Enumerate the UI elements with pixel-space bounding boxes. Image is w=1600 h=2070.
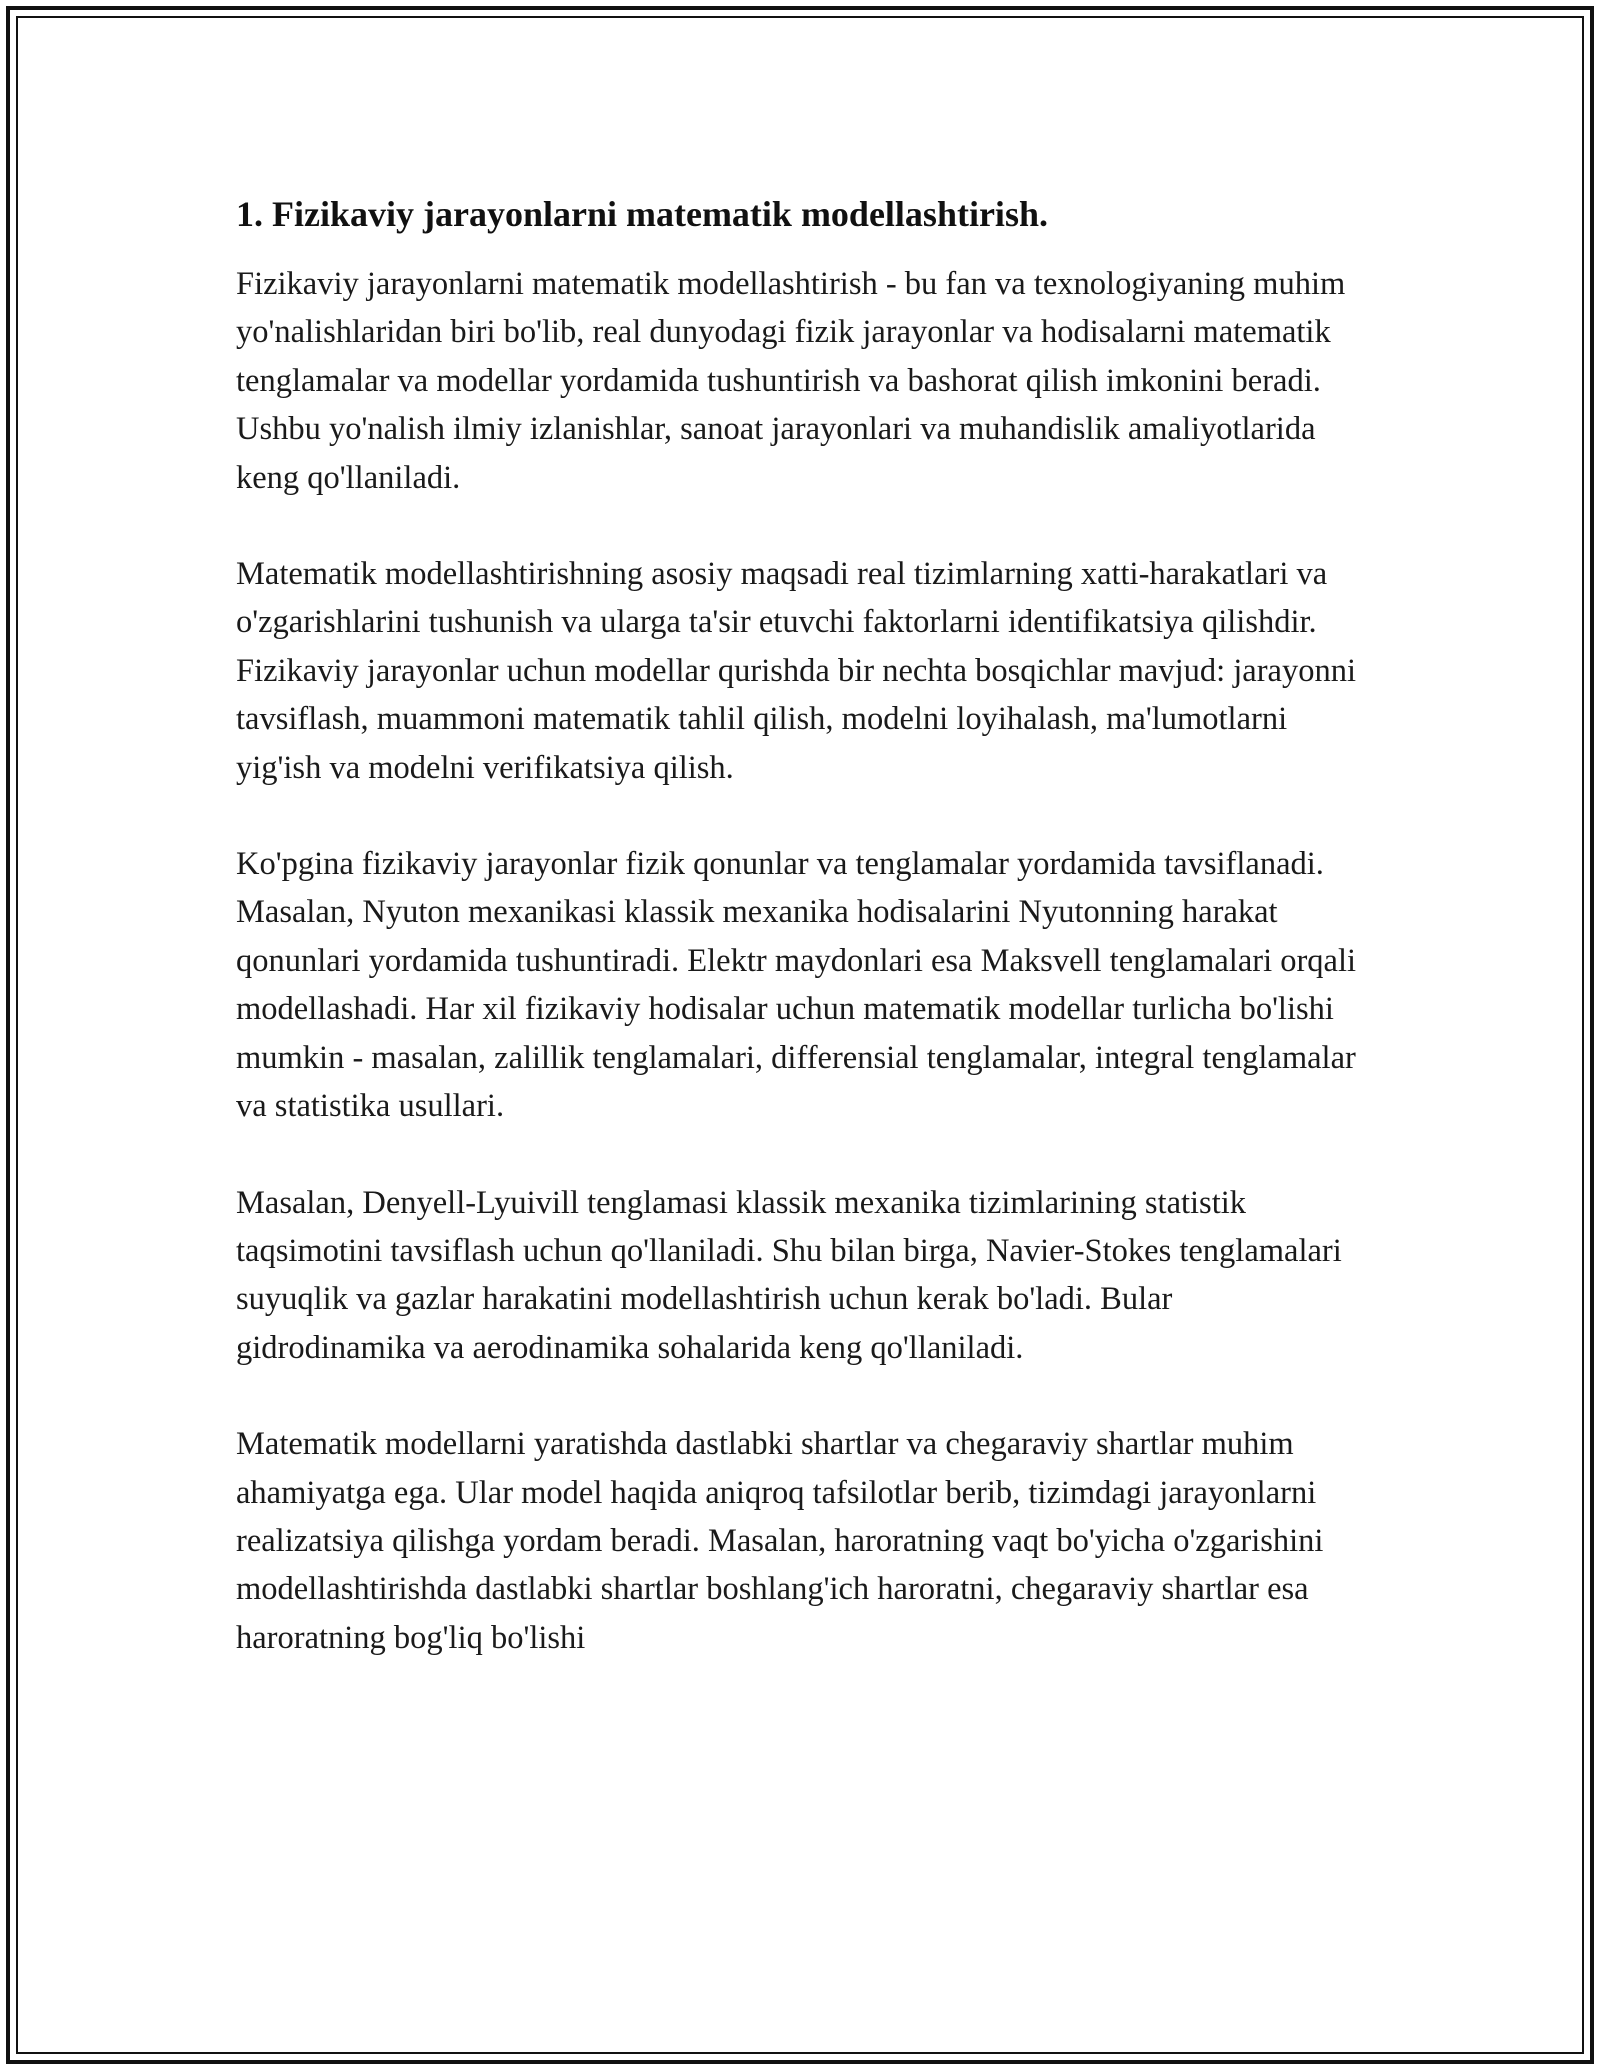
section-heading: 1. Fizikaviy jarayonlarni matematik modellashtirish. (236, 194, 1048, 234)
paragraph-examples: Masalan, Denyell-Lyuivill tenglamasi klassik mexanika tizimlarining statistik taqsimotini tavsiflash uchun qo'llaniladi. Shu bilan birga, Navier-Stokes tenglamalari suyuqlik va gazlar harakatini modellashtirish uchun kerak bo'ladi. Bular gidrodinamika va aerodinamika sohalarida keng qo'llaniladi. (236, 1184, 1342, 1366)
paragraph-conditions: Matematik modellarni yaratishda dastlabki shartlar va chegaraviy shartlar muhim ahamiyatga ega. Ular model haqida aniqroq tafsilotlar berib, tizimdagi jarayonlarni realizatsiya qilishga yordam beradi. Masalan, haroratning vaqt bo'yicha o'zgarishini modellashtirishda dastlabki shartlar boshlang'ich haroratni, chegaraviy shartlar esa haroratning bog'liq bo'lishi (236, 1426, 1324, 1656)
document-body (236, 190, 1366, 1710)
paragraph-intro: Fizikaviy jarayonlarni matematik modellashtirish - bu fan va texnologiyaning muhim yo'nalishlaridan biri bo'lib, real dunyodagi fizik jarayonlar va hodisalarni matematik tenglamalar va modellar yordamida tushuntirish va bashorat qilish imkonini beradi. Ushbu yo'nalish ilmiy izlanishlar, sanoat jarayonlari va muhandislik amaliyotlarida keng qo'llaniladi. (236, 266, 1346, 496)
paragraph-laws: Ko'pgina fizikaviy jarayonlar fizik qonunlar va tenglamalar yordamida tavsiflanadi. Masalan, Nyuton mexanikasi klassik mexanika hodisalarini Nyutonning harakat qonunlari yordamida tushuntiradi. Elektr maydonlari esa Maksvell tenglamalari orqali modellashadi. Har xil fizikaviy hodisalar uchun matematik modellar turlicha bo'lishi mumkin - masalan, zalillik tenglamalari, differensial tenglamalar, integral tenglamalar va statistika usullari. (236, 846, 1357, 1125)
paragraph-goal: Matematik modellashtirishning asosiy maqsadi real tizimlarning xatti-harakatlari va o'zgarishlarini tushunish va ularga ta'sir etuvchi faktorlarni identifikatsiya qilishdir. Fizikaviy jarayonlar uchun modellar qurishda bir nechta bosqichlar mavjud: jarayonni tavsiflash, muammoni matematik tahlil qilish, modelni loyihalash, ma'lumotlarni yig'ish va modelni verifikatsiya qilish. (236, 556, 1357, 786)
